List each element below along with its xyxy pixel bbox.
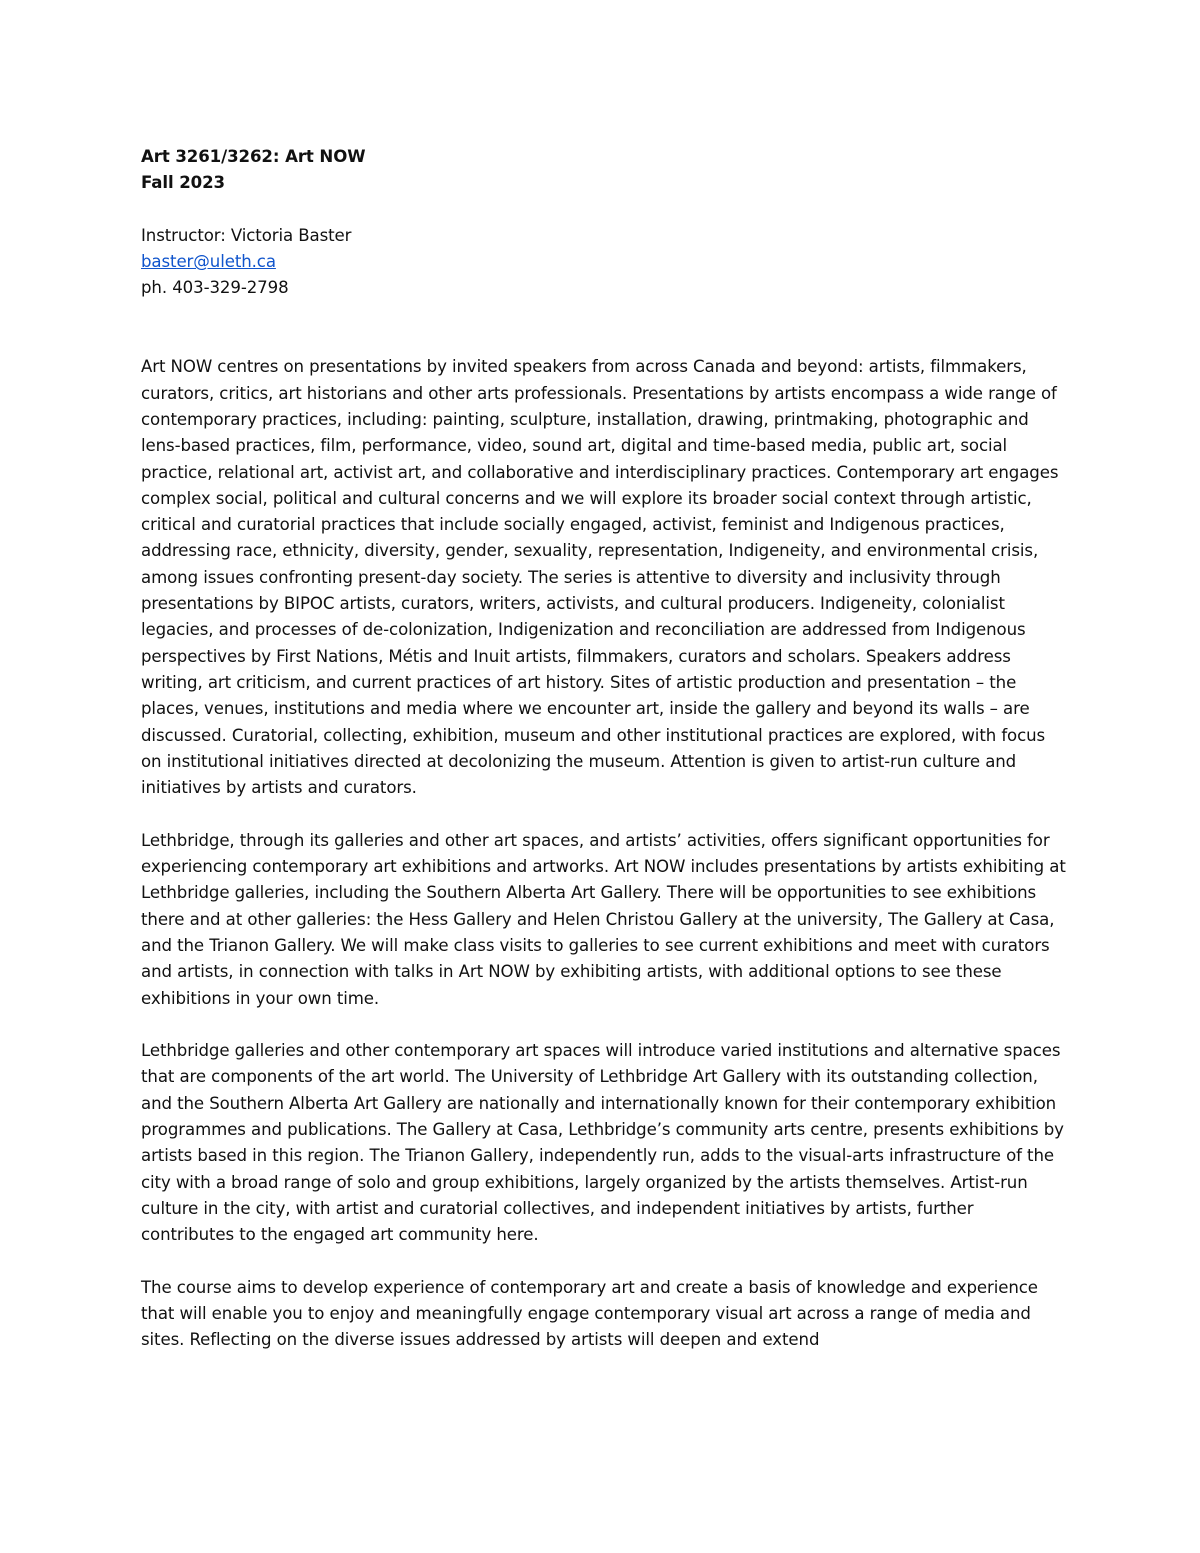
paragraph-course-aims: The course aims to develop experience of contemporary art and create a basis of knowledge and experience that will enable you to enjoy and meaningfully engage contemporary visual art across a range of media and sites. Reflecting on the diverse issues addressed by artists will deepen and extend bbox=[141, 1277, 1038, 1350]
instructor-name: Instructor: Victoria Baster bbox=[141, 225, 352, 245]
paragraph-lethbridge-opportunities: Lethbridge, through its galleries and other art spaces, and artists’ activities, offers significant opportunities for experiencing contemporary art exhibitions and artworks. Art NOW includes presentations by artists exhibiting at Lethbridge galleries, including the Southern Alberta Art Gallery. There will be opportunities to see exhibitions there and at other galleries: the Hess Gallery and Helen Christou Gallery at the university, The Gallery at Casa, and the Trianon Gallery. We will make class visits to galleries to see current exhibitions and meet with curators and artists, in connection with talks in Art NOW by exhibiting artists, with additional options to see these exhibitions in your own time. bbox=[141, 830, 1066, 1008]
course-title: Art 3261/3262: Art NOW bbox=[141, 147, 366, 166]
document-content bbox=[141, 144, 1066, 1354]
spacer bbox=[141, 302, 1066, 355]
paragraph-galleries: Lethbridge galleries and other contemporary art spaces will introduce varied institutions and alternative spaces that are components of the art world. The University of Lethbridge Art Gallery with its outstanding collection, and the Southern Alberta Art Gallery are nationally and internationally known for their contemporary exhibition programmes and publications. The Gallery at Casa, Lethbridge’s community arts centre, presents exhibitions by artists based in this region. The Trianon Gallery, independently run, adds to the visual-arts infrastructure of the city with a broad range of solo and group exhibitions, largely organized by the artists themselves. Artist-run culture in the city, with artist and curatorial collectives, and independent initiatives by artists, further contributes to the engaged art community here. bbox=[141, 1041, 1064, 1245]
course-description bbox=[141, 354, 1066, 1353]
course-header bbox=[141, 144, 1066, 197]
paragraph-overview: Art NOW centres on presentations by invited speakers from across Canada and beyond: artists, filmmakers, curators, critics, art historians and other arts professionals. Presentations by artists encompass a wide range of contemporary practices, including: painting, sculpture, installation, drawing, printmaking, photographic and lens-based practices, film, performance, video, sound art, digital and time-based media, public art, social practice, relational art, activist art, and collaborative and interdisciplinary practices. Contemporary art engages complex social, political and cultural concerns and we will explore its broader social context through artistic, critical and curatorial practices that include socially engaged, activist, feminist and Indigenous practices, addressing race, ethnicity, diversity, gender, sexuality, representation, Indigeneity, and environmental crisis, among issues confronting present-day society. The series is attentive to diversity and inclusivity through presentations by BIPOC artists, curators, writers, activists, and cultural producers. Indigeneity, colonialist legacies, and processes of de-colonization, Indigenization and reconciliation are addressed from Indigenous perspectives by First Nations, Métis and Inuit artists, filmmakers, curators and scholars. Speakers address writing, art criticism, and current practices of art history. Sites of artistic production and presentation – the places, venues, institutions and media where we encounter art, inside the gallery and beyond its walls – are discussed. Curatorial, collecting, exhibition, museum and other institutional practices are explored, with focus on institutional initiatives directed at decolonizing the museum. Attention is given to artist-run culture and initiatives by artists and curators. bbox=[141, 357, 1059, 798]
instructor-phone: ph. 403-329-2798 bbox=[141, 278, 289, 298]
instructor-email-link[interactable]: baster@uleth.ca bbox=[141, 252, 276, 272]
instructor-info bbox=[141, 223, 1066, 302]
spacer bbox=[141, 197, 1066, 223]
course-term: Fall 2023 bbox=[141, 173, 225, 193]
